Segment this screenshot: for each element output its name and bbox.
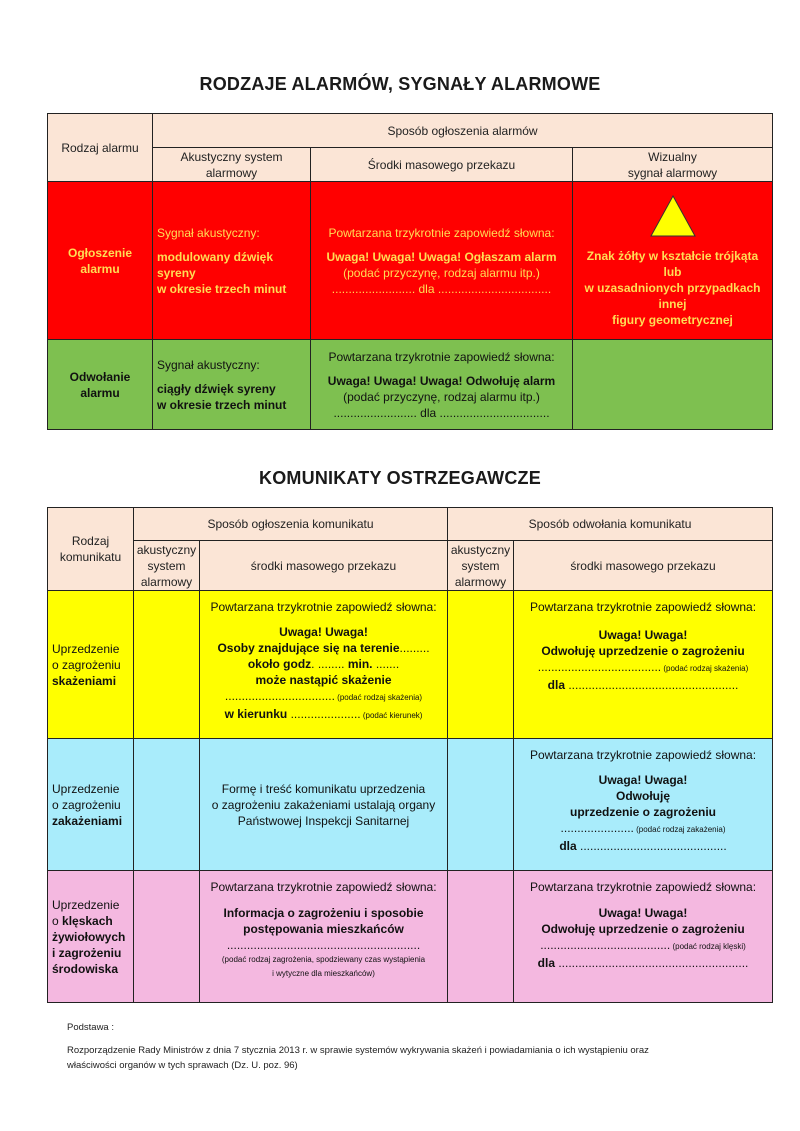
alarm-announce-acoustic: Sygnał akustyczny: modulowany dźwięk syreny w okresie trzech minut <box>153 182 311 340</box>
alarm-kind-header: Rodzaj alarmu <box>48 114 153 182</box>
alarm-cancel-acoustic: Sygnał akustyczny: ciągły dźwięk syreny w okresie trzech minut <box>153 340 311 430</box>
alarm-method-header: Sposób ogłoszenia alarmów <box>153 114 773 148</box>
warning-row-infection <box>48 739 773 871</box>
alarm-visual-header: Wizualny sygnał alarmowy <box>573 148 773 182</box>
warning-announce-acoustic-cell <box>134 739 200 871</box>
warning-cancel-media-cell: Powtarzana trzykrotnie zapowiedź słowna: Uwaga! Uwaga! Odwołuję uprzedzenie o zagrożeniu ...................... (podać rodzaj zakażenia) dla ............................................ <box>514 739 773 871</box>
alarm-acoustic-header: Akustyczny system alarmowy <box>153 148 311 182</box>
warning-cancel-media-header: środki masowego przekazu <box>514 541 773 591</box>
warning-announce-media-cell: Powtarzana trzykrotnie zapowiedź słowna: Informacja o zagrożeniu i sposobie postępowania mieszkańców .......................................................... (podać rodzaj zagrożenia, spodziewany czas wystąpienia i wytyczne dla mieszkańców) <box>200 871 448 1003</box>
warning-announce-acoustic-cell <box>134 591 200 739</box>
warning-cancel-media-cell: Powtarzana trzykrotnie zapowiedź słowna: Uwaga! Uwaga! Odwołuję uprzedzenie o zagrożeniu ....................................... (podać rodzaj klęski) dla ......................................................... <box>514 871 773 1003</box>
warning-cancel-acoustic-cell <box>448 871 514 1003</box>
warning-announce-media-cell: Powtarzana trzykrotnie zapowiedź słowna: Uwaga! Uwaga! Osoby znajdujące się na terenie......... około godz. ........ min. ....... może nastąpić skażenie ................................. (podać rodzaj skażenia) w kierunku ..................... (podać kierunek) <box>200 591 448 739</box>
footer-basis: Podstawa : <box>67 1022 114 1033</box>
warning-cancel-acoustic-cell <box>448 739 514 871</box>
alarm-media-header: Środki masowego przekazu <box>311 148 573 182</box>
alarm-cancel-visual <box>573 340 773 430</box>
warning-kind-header: Rodzaj komunikatu <box>48 508 134 591</box>
alarm-cancel-media: Powtarzana trzykrotnie zapowiedź słowna: Uwaga! Uwaga! Uwaga! Odwołuję alarm (podać przyczynę, rodzaj alarmu itp.) ......................... dla ................................. <box>311 340 573 430</box>
warning-row-label: Uprzedzenie o zagrożeniu zakażeniami <box>48 739 134 871</box>
yellow-triangle-icon <box>649 194 697 238</box>
warning-cancel-acoustic-header: akustyczny system alarmowy <box>448 541 514 591</box>
alarms-table <box>47 113 773 430</box>
alarm-cancel-row <box>48 340 773 430</box>
warnings-table <box>47 507 773 1003</box>
warning-row-label: Uprzedzenie o klęskach żywiołowych i zagrożeniu środowiska <box>48 871 134 1003</box>
alarm-announce-row <box>48 182 773 340</box>
warning-announce-acoustic-header: akustyczny system alarmowy <box>134 541 200 591</box>
alarms-title: RODZAJE ALARMÓW, SYGNAŁY ALARMOWE <box>199 74 601 94</box>
warning-announce-header: Sposób ogłoszenia komunikatu <box>134 508 448 541</box>
warning-cancel-media-cell: Powtarzana trzykrotnie zapowiedź słowna: Uwaga! Uwaga! Odwołuję uprzedzenie o zagrożeniu ..................................... (podać rodzaj skażenia) dla ................................................... <box>514 591 773 739</box>
warning-row-disaster <box>48 871 773 1003</box>
alarm-announce-media: Powtarzana trzykrotnie zapowiedź słowna: Uwaga! Uwaga! Uwaga! Ogłaszam alarm (podać przyczynę, rodzaj alarmu itp.) ......................... dla .................................. <box>311 182 573 340</box>
warning-cancel-acoustic-cell <box>448 591 514 739</box>
footer-legal-line-1: Rozporządzenie Rady Ministrów z dnia 7 stycznia 2013 r. w sprawie systemów wykrywania skażeń i powiadamiania o ich wystąpieniu oraz <box>67 1045 649 1056</box>
warnings-title: KOMUNIKATY OSTRZEGAWCZE <box>259 468 541 488</box>
alarm-cancel-label: Odwołanie alarmu <box>48 340 153 430</box>
alarm-announce-visual: Znak żółty w kształcie trójkąta lub w uzasadnionych przypadkach innej figury geometrycznej <box>573 182 773 340</box>
warning-announce-acoustic-cell <box>134 871 200 1003</box>
warning-announce-media-cell: Formę i treść komunikatu uprzedzenia o zagrożeniu zakażeniami ustalają organy Państwowej Inspekcji Sanitarnej <box>200 739 448 871</box>
warning-cancel-header: Sposób odwołania komunikatu <box>448 508 773 541</box>
warning-announce-media-header: środki masowego przekazu <box>200 541 448 591</box>
warning-row-contamination <box>48 591 773 739</box>
warning-row-label: Uprzedzenie o zagrożeniu skażeniami <box>48 591 134 739</box>
alarm-announce-label: Ogłoszenie alarmu <box>48 182 153 340</box>
footer-legal-line-2: właściwości organów w tych sprawach (Dz. U. poz. 96) <box>67 1060 298 1071</box>
